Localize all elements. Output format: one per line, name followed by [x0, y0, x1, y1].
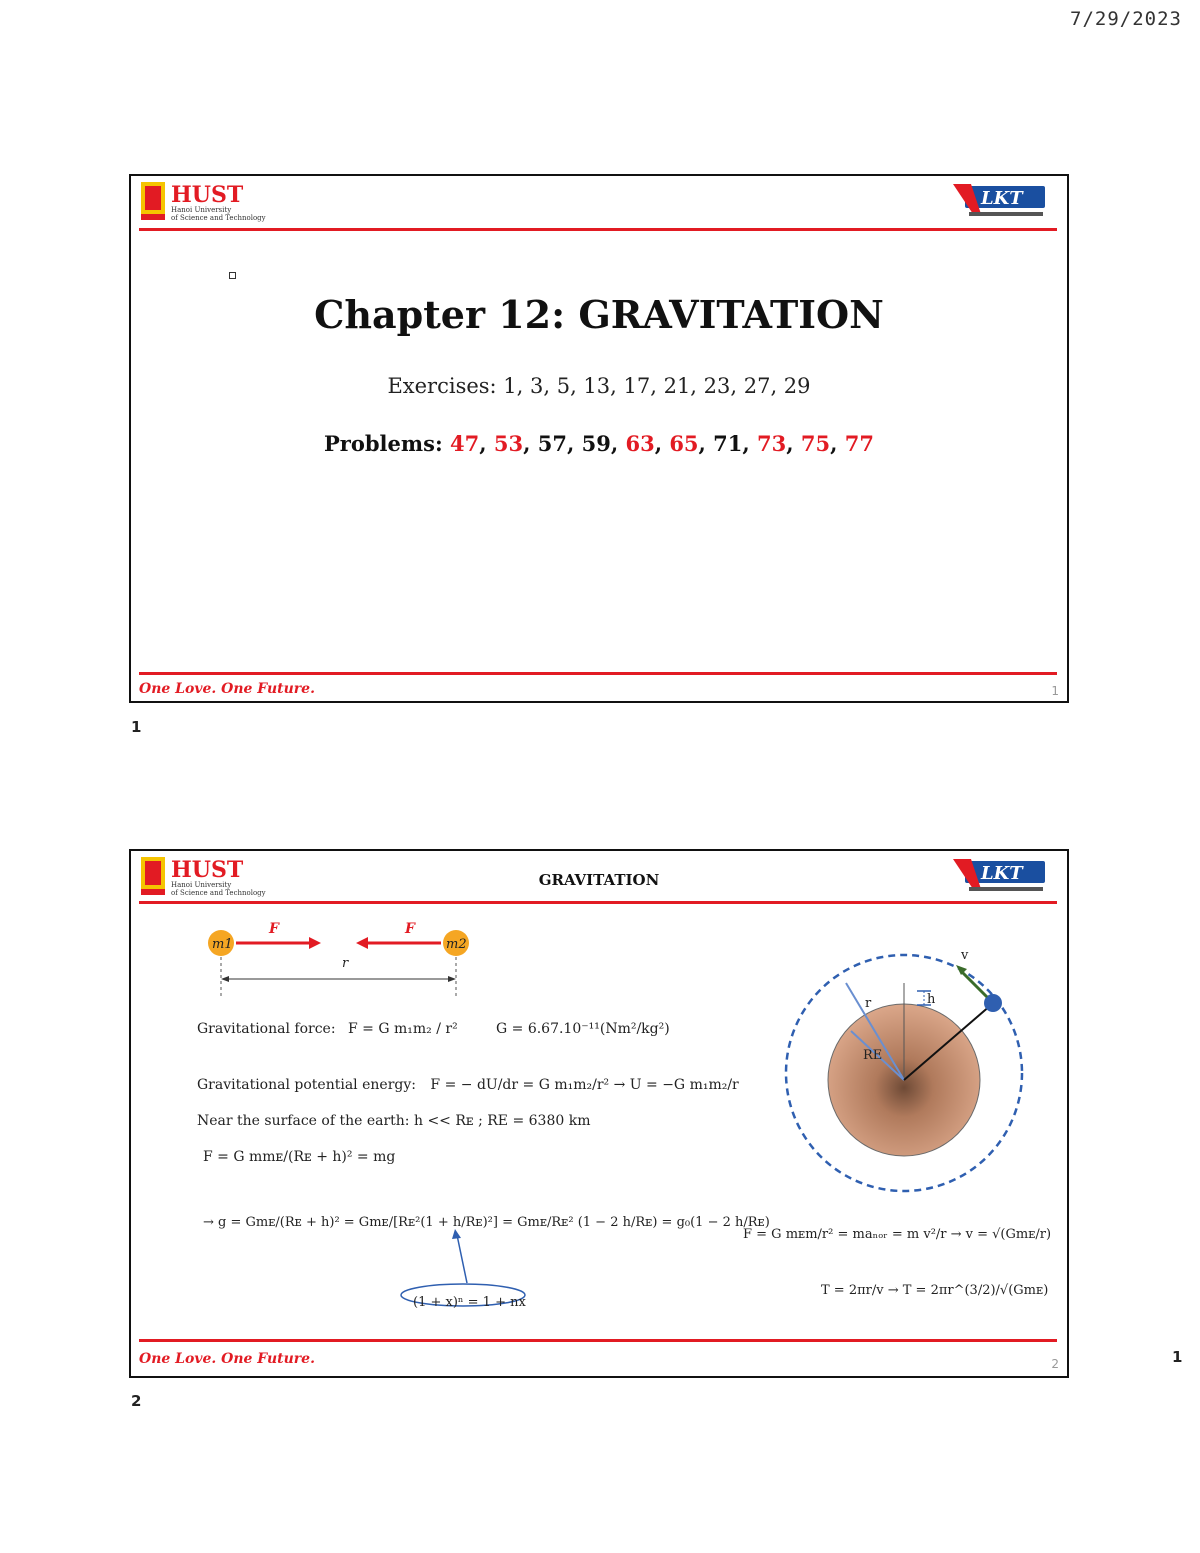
near-surface-text: Near the surface of the earth: h << Rᴇ ; RE = 6380 km [197, 1113, 591, 1129]
approx-eq: (1 + x)ⁿ = 1 + nx [413, 1295, 526, 1310]
page-number: 2 [131, 1392, 142, 1410]
svg-text:Hanoi University: Hanoi University [171, 881, 232, 889]
hust-name: HUST [171, 182, 244, 208]
problem-separator: , [698, 431, 714, 456]
hust-name: HUST [171, 857, 244, 883]
lkt-logo [951, 855, 1047, 897]
re-label: RE [863, 1048, 883, 1063]
orbit-diagram [781, 943, 1031, 1193]
distance-label: r [342, 956, 349, 971]
svg-text:Hanoi University: Hanoi University [171, 206, 232, 214]
header-divider [139, 228, 1057, 231]
slide-title: GRAVITATION [538, 871, 660, 889]
g-derivation-eq: → g = Gmᴇ/(Rᴇ + h)² = Gmᴇ/[Rᴇ²(1 + h/Rᴇ)²] = Gmᴇ/Rᴇ² (1 − 2 h/Rᴇ) = g₀(1 − 2 h/Rᴇ) [203, 1215, 770, 1230]
svg-text:of Science and Technology: of Science and Technology [171, 214, 266, 222]
slide-number: 1 [1051, 684, 1059, 698]
footer-divider [139, 1339, 1057, 1342]
exercises-list: Exercises: 1, 3, 5, 13, 17, 21, 23, 27, 29 [387, 374, 811, 398]
problem-number: 73 [757, 431, 787, 456]
period-eq: T = 2πr/v → T = 2πr^(3/2)/√(Gmᴇ) [821, 1283, 1049, 1298]
potential-energy-label: Gravitational potential energy: [197, 1077, 416, 1093]
problem-separator: , [654, 431, 670, 456]
lkt-name: LKT [981, 863, 1023, 884]
footer-motto: One Love. One Future. [139, 681, 315, 697]
problem-number: 63 [625, 431, 655, 456]
g-constant: G = 6.67.10⁻¹¹(Nm²/kg²) [496, 1021, 670, 1037]
problem-number: 57 [537, 431, 567, 456]
problem-number: 77 [844, 431, 874, 456]
r-label: r [865, 996, 872, 1011]
gravitational-force-label: Gravitational force: [197, 1021, 336, 1037]
problem-separator: , [742, 431, 758, 456]
h-label: h [927, 992, 936, 1007]
problem-separator: , [566, 431, 582, 456]
problem-number: 47 [450, 431, 480, 456]
m2-label: m2 [446, 937, 467, 952]
hust-logo [139, 180, 279, 222]
lkt-name: LKT [981, 188, 1023, 209]
gravitational-force-eq: F = G m₁m₂ / r² [348, 1021, 458, 1037]
svg-text:of Science and Technology: of Science and Technology [171, 889, 266, 897]
problem-separator: , [479, 431, 494, 456]
potential-energy-row [197, 1077, 739, 1093]
problem-number: 75 [800, 431, 831, 456]
potential-energy-eq: F = − dU/dr = G m₁m₂/r² → U = −G m₁m₂/r [430, 1077, 739, 1093]
sheet-number: 1 [1172, 1348, 1183, 1366]
lkt-logo [951, 180, 1047, 222]
problem-number: 53 [493, 431, 524, 456]
v-label: v [961, 948, 969, 963]
bullet-marker [229, 272, 236, 279]
problem-number: 71 [713, 431, 743, 456]
problem-number: 65 [669, 431, 699, 456]
problem-separator: , [523, 431, 538, 456]
slide-2 [129, 849, 1069, 1378]
m1-label: m1 [212, 937, 233, 952]
near-surface-eq: F = G mmᴇ/(Rᴇ + h)² = mg [203, 1149, 396, 1165]
footer-divider [139, 672, 1057, 675]
force-label-1: F [269, 921, 279, 937]
problems-list [131, 431, 1067, 456]
header-divider [139, 901, 1057, 904]
problem-separator: , [610, 431, 626, 456]
orbit-velocity-eq: F = G mᴇm/r² = maₙₒᵣ = m v²/r → v = √(Gmᴇ/r) [743, 1227, 1052, 1242]
problem-separator: , [786, 431, 801, 456]
slide-title: Chapter 12: GRAVITATION [314, 292, 884, 337]
problems-label: Problems: [324, 431, 443, 456]
slide-1 [129, 174, 1069, 703]
footer-motto: One Love. One Future. [139, 1351, 315, 1367]
gravitational-force-row [197, 1021, 458, 1037]
force-label-2: F [405, 921, 415, 937]
two-mass-diagram [201, 917, 481, 1001]
print-date: 7/29/2023 [1070, 8, 1182, 30]
page-number: 1 [131, 718, 142, 736]
problem-separator: , [830, 431, 845, 456]
callout-arrow-icon [457, 1235, 467, 1283]
problem-number: 59 [581, 431, 611, 456]
slide-number: 2 [1051, 1357, 1059, 1371]
